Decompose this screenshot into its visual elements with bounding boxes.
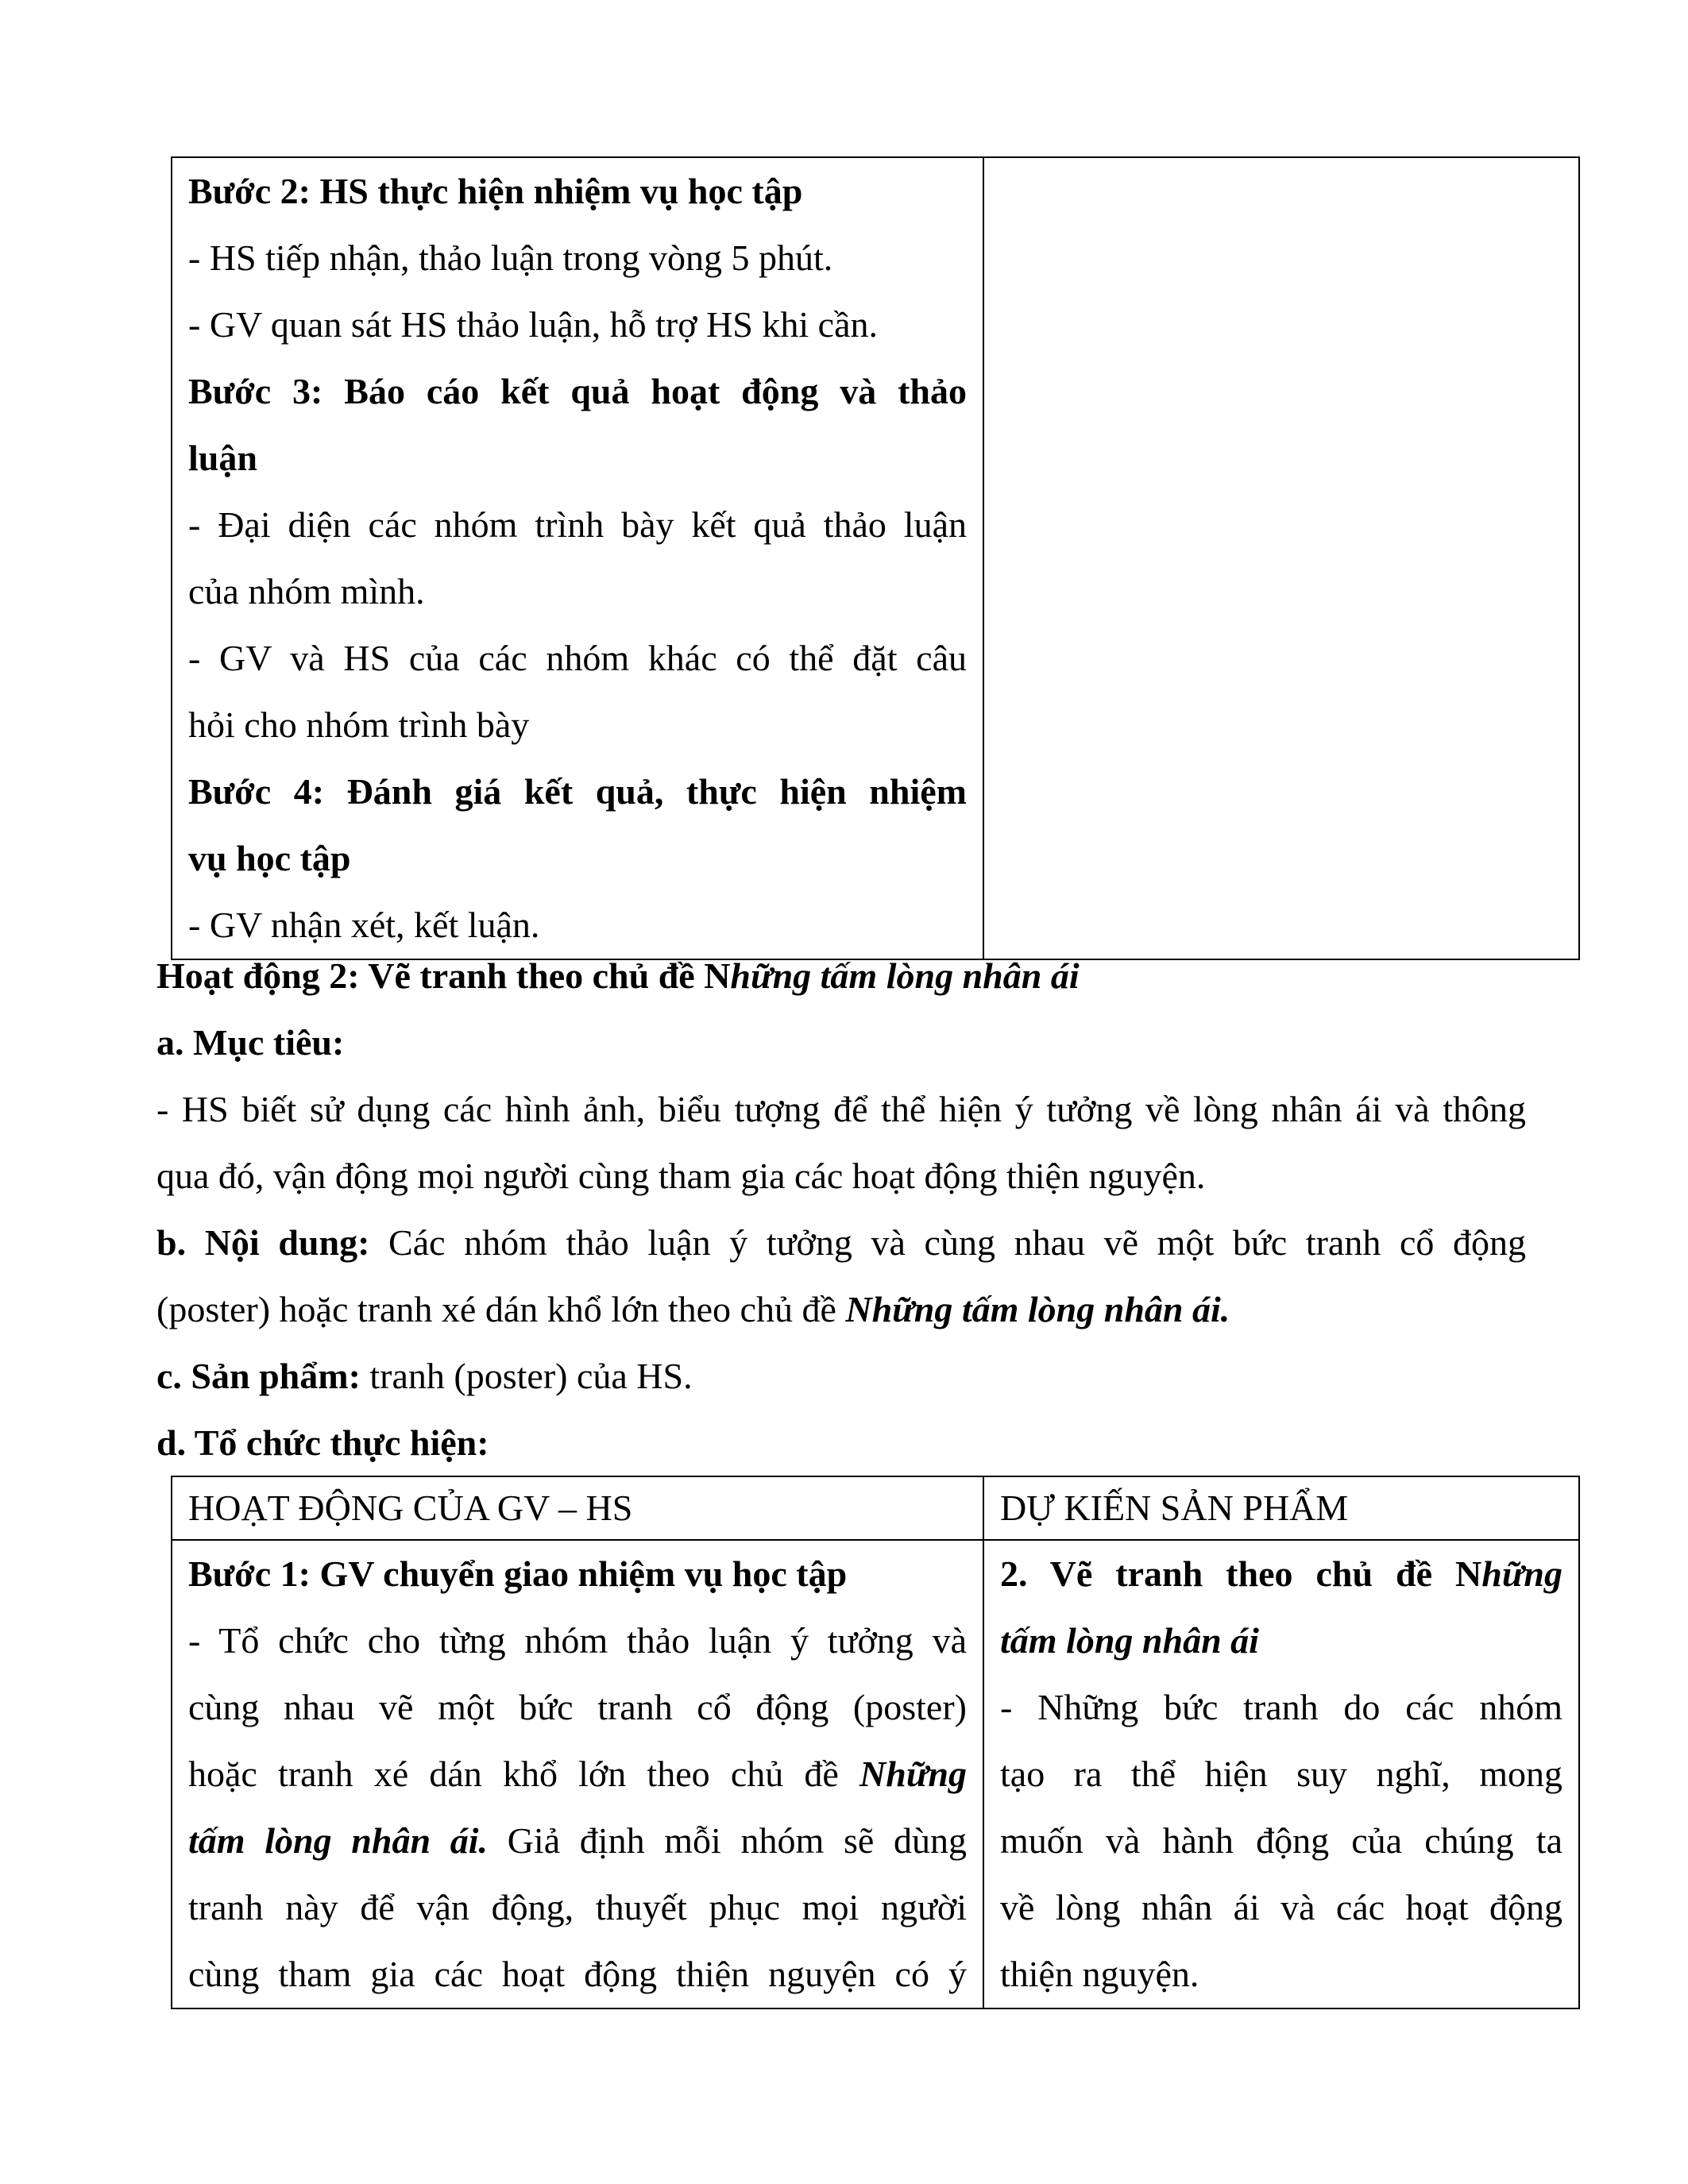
- activity2-section: [156, 943, 1526, 1476]
- activity2-table: [171, 1476, 1580, 2009]
- step1-line5: tranh này để vận động, thuyết phục mọi người: [188, 1887, 967, 1927]
- step4-line1: - GV nhận xét, kết luận.: [188, 905, 540, 945]
- expected-product-cell-empty: [983, 157, 1579, 959]
- step3-line1-cont: của nhóm mình.: [188, 571, 425, 612]
- step1-line6: cùng tham gia các hoạt động thiện nguyện có ý: [188, 1954, 967, 1994]
- content-line1: b. Nội dung: Các nhóm thảo luận ý tưởng và cùng nhau vẽ một bức tranh cổ động: [156, 1222, 1526, 1263]
- product-line5: thiện nguyện.: [1000, 1954, 1199, 1994]
- header-expected-product: DỰ KIẾN SẢN PHẨM: [983, 1476, 1579, 1540]
- activity-table-continued: [171, 156, 1580, 960]
- content-line2: (poster) hoặc tranh xé dán khổ lớn theo chủ đề Những tấm lòng nhân ái.: [156, 1289, 1230, 1329]
- objective-label: a. Mục tiêu:: [156, 1022, 345, 1063]
- step3-heading-cont: luận: [188, 438, 257, 478]
- step1-line2: cùng nhau vẽ một bức tranh cổ động (poster): [188, 1687, 967, 1727]
- table-row: [172, 1540, 1579, 2008]
- table-row: [172, 157, 1579, 959]
- table-header-row: [172, 1476, 1579, 1540]
- step4-heading-cont: vụ học tập: [188, 838, 351, 878]
- objective-line2: qua đó, vận động mọi người cùng tham gia các hoạt động thiện nguyện.: [156, 1156, 1206, 1196]
- step2-line2: - GV quan sát HS thảo luận, hỗ trợ HS khi cần.: [188, 304, 878, 345]
- product-line2: tạo ra thể hiện suy nghĩ, mong: [1000, 1754, 1562, 1794]
- step2-heading: Bước 2: HS thực hiện nhiệm vụ học tập: [188, 171, 803, 211]
- step3-line2: - GV và HS của các nhóm khác có thể đặt câu: [188, 638, 967, 678]
- header-teacher-student-activity: HOẠT ĐỘNG CỦA GV – HS: [172, 1476, 983, 1540]
- step1-line3: hoặc tranh xé dán khổ lớn theo chủ đề Những: [188, 1754, 967, 1794]
- organization-label: d. Tổ chức thực hiện:: [156, 1422, 489, 1463]
- step1-line1: - Tổ chức cho từng nhóm thảo luận ý tưởng và: [188, 1620, 967, 1661]
- step2-line1: - HS tiếp nhận, thảo luận trong vòng 5 phút.: [188, 237, 833, 278]
- product-heading-cont: tấm lòng nhân ái: [1000, 1620, 1259, 1661]
- step3-heading: Bước 3: Báo cáo kết quả hoạt động và thảo: [188, 371, 967, 411]
- product-line1: - Những bức tranh do các nhóm: [1000, 1687, 1562, 1727]
- objective-line1: - HS biết sử dụng các hình ảnh, biểu tượng để thể hiện ý tưởng về lòng nhân ái và thông: [156, 1089, 1526, 1129]
- step1-heading: Bước 1: GV chuyển giao nhiệm vụ học tập: [188, 1553, 848, 1594]
- step1-line4: tấm lòng nhân ái. Giả định mỗi nhóm sẽ dùng: [188, 1820, 967, 1861]
- product-heading: 2. Vẽ tranh theo chủ đề Những: [1000, 1553, 1562, 1594]
- expected-product-cell: [983, 1540, 1579, 2008]
- step4-heading: Bước 4: Đánh giá kết quả, thực hiện nhiệm: [188, 771, 967, 812]
- teacher-student-activity-cell: [172, 157, 983, 959]
- product-line: c. Sản phẩm: tranh (poster) của HS.: [156, 1356, 693, 1396]
- step3-line1: - Đại diện các nhóm trình bày kết quả thảo luận: [188, 504, 967, 545]
- product-line4: về lòng nhân ái và các hoạt động: [1000, 1887, 1562, 1927]
- step3-line2-cont: hỏi cho nhóm trình bày: [188, 704, 530, 745]
- step1-activity-cell: [172, 1540, 983, 2008]
- activity2-heading: Hoạt động 2: Vẽ tranh theo chủ đề Những tấm lòng nhân ái: [156, 955, 1080, 996]
- product-line3: muốn và hành động của chúng ta: [1000, 1820, 1562, 1861]
